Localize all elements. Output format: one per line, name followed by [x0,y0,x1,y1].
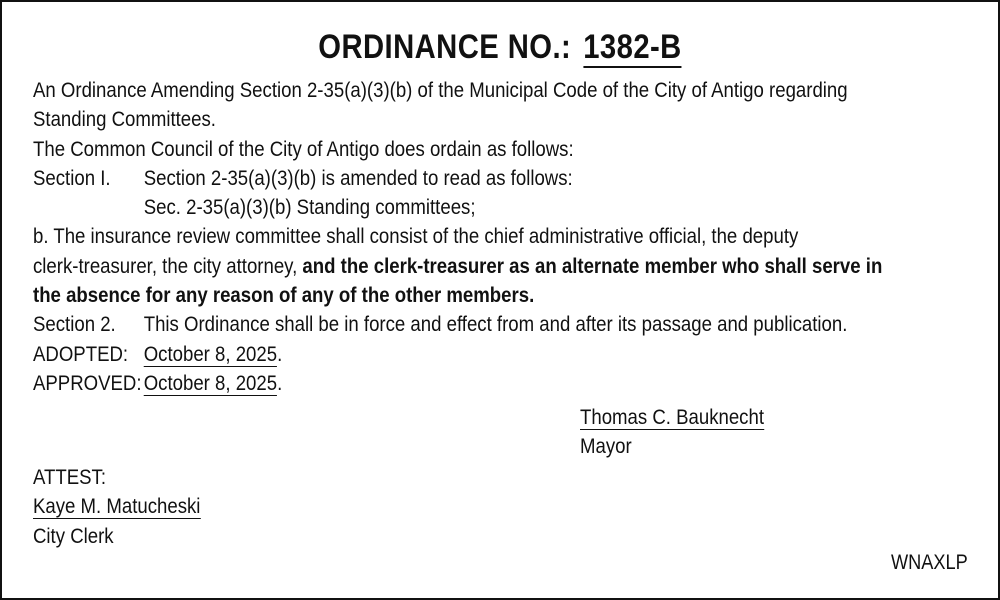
approved-date: October 8, 2025 [143,370,278,395]
section-2-text: This Ordinance shall be in force and effect from and after its passage and publication. [143,312,848,337]
para-b-line-1: b. The insurance review committee shall consist of the chief administrative official, the deputy [33,224,799,249]
approved-line [33,369,976,398]
mayor-name: Thomas C. Bauknecht [580,405,765,429]
section-1-label: Section I. [33,165,111,190]
ordain-line: The Common Council of the City of Antigo does ordain as follows: [33,136,574,161]
ordinance-number: 1382-B [583,28,682,66]
clerk-name: Kaye M. Matucheski [33,494,201,519]
ordinance-body [33,76,976,398]
intro-line-1: An Ordinance Amending Section 2-35(a)(3)(b) of the Municipal Code of the City of Antigo regarding [33,78,848,102]
adopted-period: . [277,341,283,366]
intro-line-2: Standing Committees. [33,107,216,132]
para-b-line-3 [33,281,976,310]
title-label: ORDINANCE NO.: [318,28,572,66]
section-1-text: Section 2-35(a)(3)(b) is amended to read as follows: [143,165,573,190]
section-2 [33,310,976,339]
attest-label: ATTEST: [33,465,107,489]
para-b-line-2-plain: clerk-treasurer, the city attorney, [33,253,298,278]
para-b-line-3-amendment: the absence for any reason of any of the other members. [33,283,535,308]
ordinance-title [72,28,929,68]
adopted-line [33,340,976,369]
section-2-label: Section 2. [33,312,116,337]
mayor-title: Mayor [580,434,632,459]
para-b-line-2-amendment: and the clerk-treasurer as an alternate member who shall serve in [302,253,883,278]
publication-code: WNAXLP [891,551,968,574]
mayor-name-row [580,403,764,432]
adopted-label: ADOPTED: [33,341,129,366]
approved-label: APPROVED: [33,370,142,395]
section-1 [33,164,976,193]
sec-heading: Sec. 2-35(a)(3)(b) Standing committees; [143,195,476,220]
mayor-signature-block [580,403,764,462]
adopted-date: October 8, 2025 [143,341,278,366]
clerk-title: City Clerk [33,523,114,548]
clerk-name-row [33,492,200,521]
para-b-line-2 [33,252,976,281]
approved-period: . [277,370,283,395]
attest-block [33,463,200,551]
